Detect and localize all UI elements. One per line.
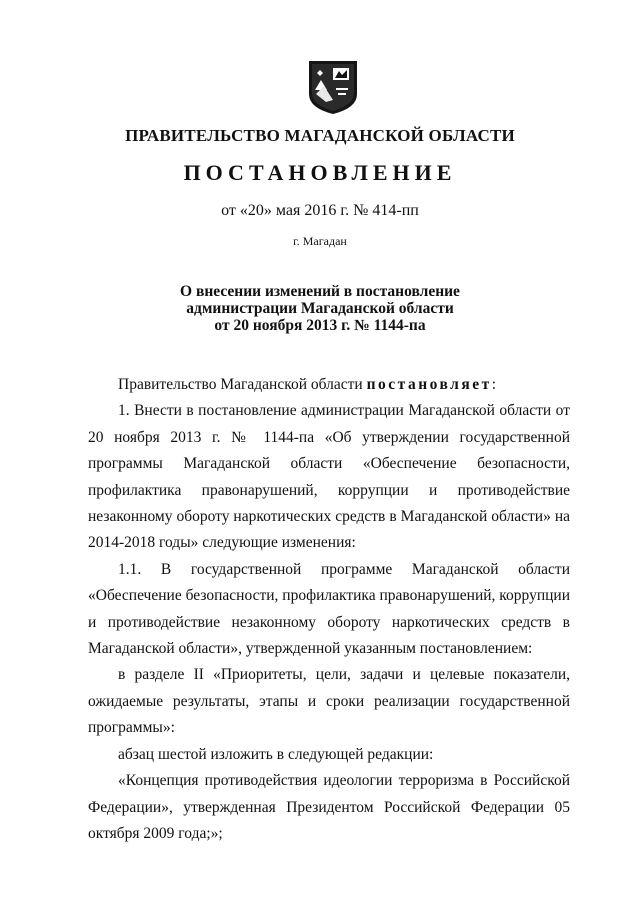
intro-text: Правительство Магаданской области — [118, 376, 367, 393]
document-city: г. Магадан — [293, 234, 347, 248]
intro-colon: : — [491, 376, 497, 393]
subject-line-3: от 20 ноября 2013 г. № 1144-па — [214, 317, 426, 334]
intro-verb: постановляет — [366, 376, 492, 393]
government-title: ПРАВИТЕЛЬСТВО МАГАДАНСКОЙ ОБЛАСТИ — [125, 126, 515, 145]
document-subject — [0, 283, 640, 334]
paragraph-1-1: 1.1. В государственной программе Магаданской области «Обеспечение безопасности, профилактика правонарушений, коррупции и противодействие незаконному обороту наркотических средств в Магаданской области», утвержденной указанным постановлением: — [88, 560, 571, 658]
coat-of-arms-icon — [306, 58, 360, 116]
paragraph-section-ii: в разделе II «Приоритеты, цели, задачи и целевые показатели, ожидаемые результаты, этапы и сроки реализации государственной программы»: — [88, 666, 570, 737]
document-body — [88, 372, 570, 847]
paragraph-concept: «Концепция противодействия идеологии терроризма в Российской Федерации», утвержденная Президентом Российской Федерации 05 октября 2009 года;»; — [88, 772, 570, 842]
document-date-number: от «20» мая 2016 г. № 414-пп — [221, 202, 419, 219]
subject-line-2: администрации Магаданской области — [186, 300, 454, 317]
resolution-intro — [88, 372, 570, 398]
document-type: ПОСТАНОВЛЕНИЕ — [183, 160, 457, 185]
subject-line-1: О внесении изменений в постановление — [180, 283, 460, 300]
paragraph-abzac: абзац шестой изложить в следующей редакции: — [118, 745, 434, 763]
paragraph-1: 1. Внести в постановление администрации Магаданской области от 20 ноября 2013 г. № 1144-па «Об утверждении государственной программы Магаданской области «Обеспечение безопасности, профилактика правонарушений, коррупции и противодействие незаконному обороту наркотических средств в Магаданской области» на 2014-2018 годы» следующие изменения: — [88, 402, 570, 552]
